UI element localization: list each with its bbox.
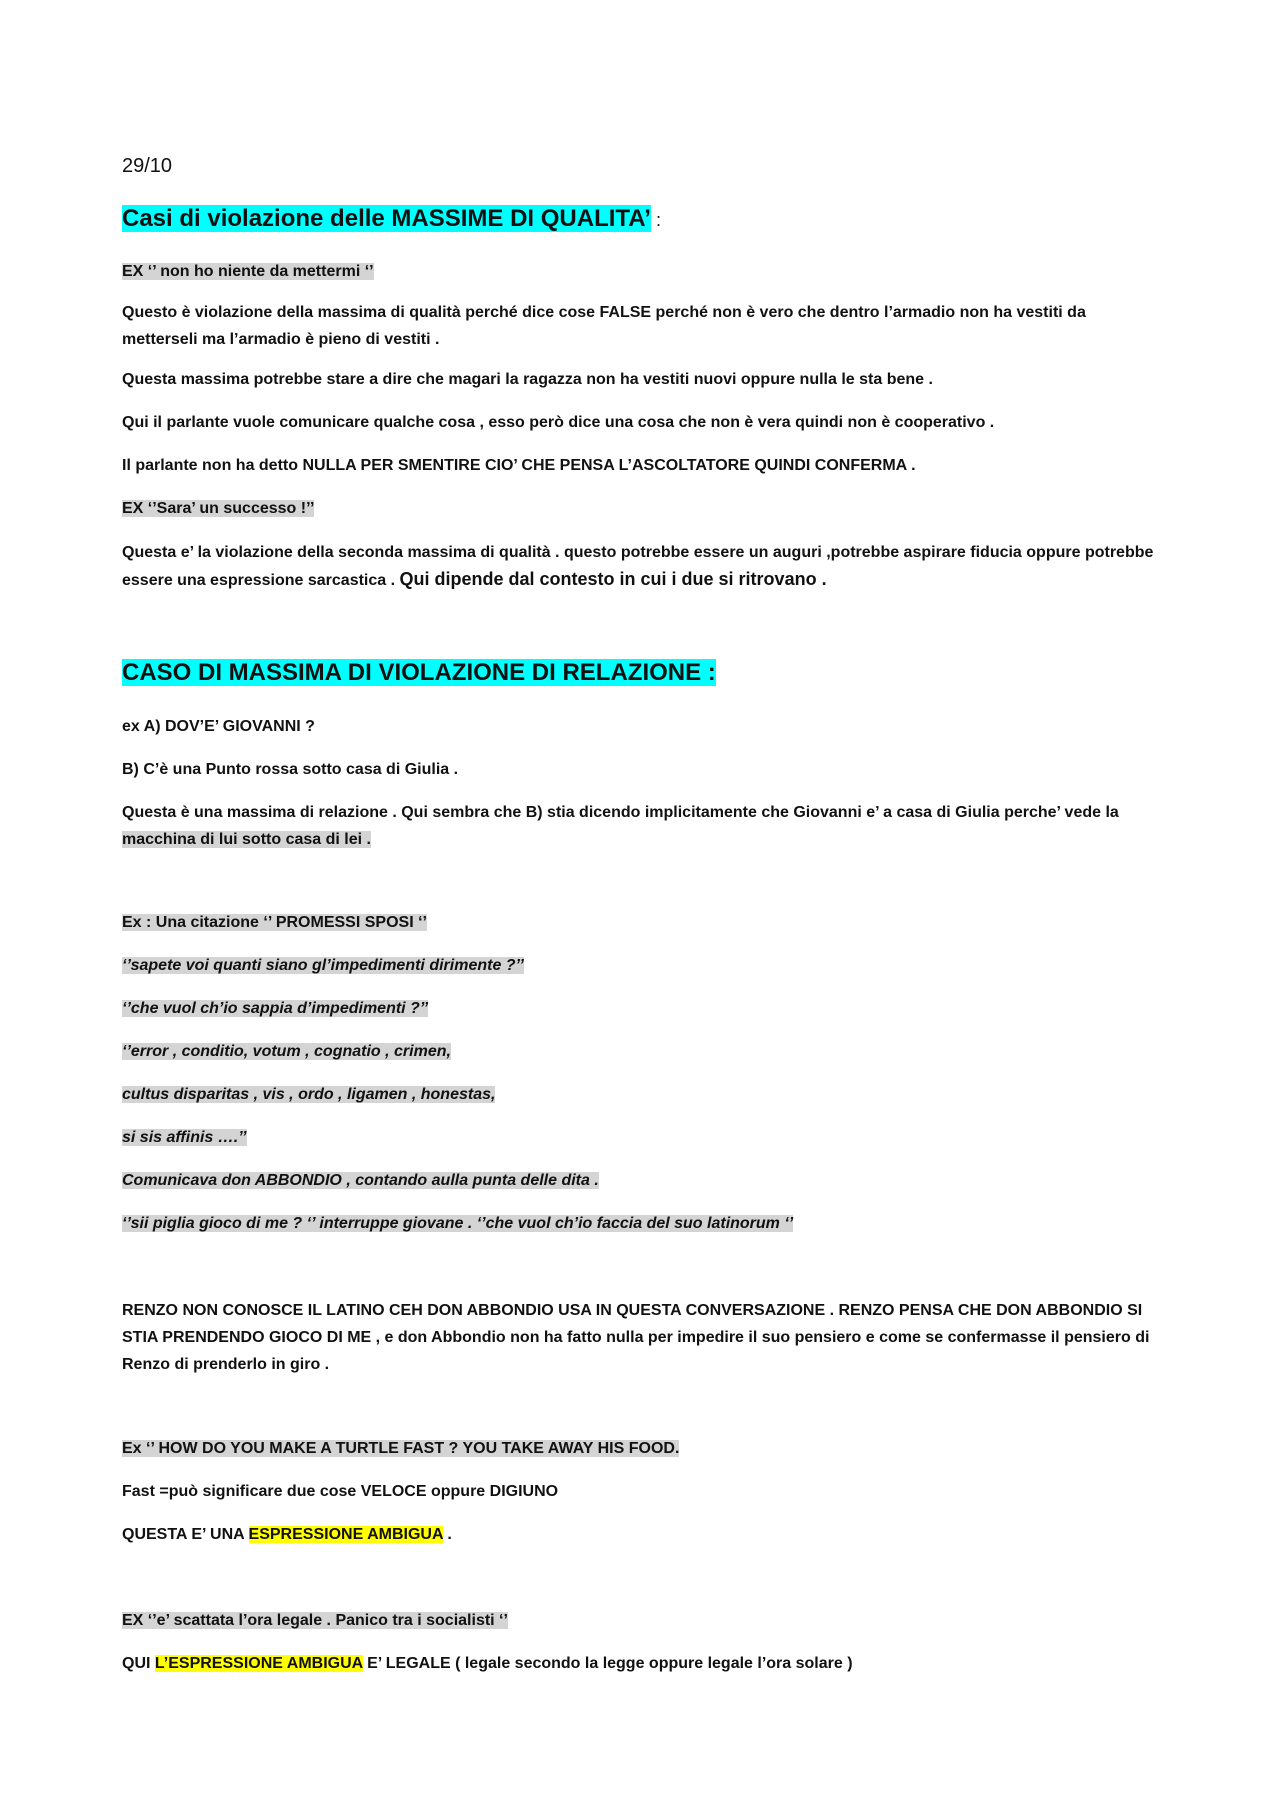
paragraph-renzo: RENZO NON CONOSCE IL LATINO CEH DON ABBONDIO USA IN QUESTA CONVERSAZIONE . RENZO PENSA CHE DON ABBONDIO SI STIA PRENDENDO GIOCO DI ME , e don Abbondio non ha fatto nulla per impedire il suo pensiero e come se confermasse il pensiero di Renzo di prenderlo in giro . — [122, 1302, 1150, 1373]
quote-line — [122, 995, 1162, 1022]
paragraph: Qui il parlante vuole comunicare qualche cosa , esso però dice una cosa che non è vera quindi non è cooperativo . — [122, 414, 995, 431]
quote-text: ‘’sii piglia gioco di me ? ‘’ interruppe giovane . ‘’che vuol ch’io faccia del suo latinorum ‘’ — [122, 1215, 794, 1232]
quote-text: ‘’che vuol ch’io sappia d’impedimenti ?’’ — [122, 1000, 429, 1017]
highlighted-text: L’ESPRESSIONE AMBIGUA — [154, 1655, 363, 1672]
quote-text: ‘’error , conditio, votum , cognatio , crimen, — [122, 1043, 451, 1060]
example-text: Ex ‘’ HOW DO YOU MAKE A TURTLE FAST ? YOU TAKE AWAY HIS FOOD. — [122, 1440, 680, 1457]
paragraph-emphasis: Qui dipende dal contesto in cui i due si ritrovano . — [399, 569, 827, 589]
paragraph: Questa massima potrebbe stare a dire che magari la ragazza non ha vestiti nuovi oppure nulla le sta bene . — [122, 371, 933, 388]
example-legale — [122, 1607, 1162, 1634]
dialog-b: B) C’è una Punto rossa sotto casa di Giulia . — [122, 761, 459, 778]
paragraph-text: . — [442, 1526, 452, 1543]
quote-line — [122, 1038, 1162, 1065]
quote-text: ‘’sapete voi quanti siano gl’impedimenti dirimente ?’’ — [122, 957, 524, 974]
quote-line — [122, 1124, 1162, 1151]
quote-text: cultus disparitas , vis , ordo , ligamen , honestas, — [122, 1086, 496, 1103]
paragraph: Fast =può significare due cose VELOCE oppure DIGIUNO — [122, 1483, 559, 1500]
quote-line — [122, 1167, 1162, 1194]
paragraph-text: QUI — [122, 1655, 155, 1672]
dialog-a: ex A) DOV’E’ GIOVANNI ? — [122, 718, 315, 735]
paragraph — [122, 539, 1162, 594]
paragraph: Il parlante non ha detto NULLA PER SMENTIRE CIO’ CHE PENSA L’ASCOLTATORE QUINDI CONFERMA . — [122, 457, 916, 474]
quote-text: si sis affinis ….’’ — [122, 1129, 247, 1146]
heading-suffix: : — [650, 210, 661, 230]
heading-text: CASO DI MASSIMA DI VIOLAZIONE DI RELAZIONE : — [122, 659, 716, 686]
paragraph — [122, 1521, 1162, 1548]
highlighted-text: macchina di lui sotto casa di lei . — [122, 831, 371, 848]
example-text: EX ‘’Sara’ un successo !’’ — [122, 500, 315, 517]
paragraph — [122, 1650, 1162, 1677]
quote-line — [122, 1210, 1162, 1237]
example-text: EX ‘’e’ scattata l’ora legale . Panico tra i socialisti ‘’ — [122, 1612, 508, 1629]
example-2 — [122, 495, 1162, 522]
example-text: EX ‘’ non ho niente da mettermi ‘’ — [122, 263, 374, 280]
section-heading-relazione — [122, 659, 1162, 689]
example-1 — [122, 258, 1162, 285]
paragraph-text: Questa e’ la violazione della seconda massima di qualità . questo potrebbe essere un auguri ,potrebbe aspirare fiducia oppure potrebbe essere una espressione sarcastica . — [122, 544, 1154, 589]
paragraph-text: QUESTA E’ UNA — [122, 1526, 249, 1543]
section-heading-qualita — [122, 205, 1162, 235]
quote-line — [122, 952, 1162, 979]
example-text: Ex : Una citazione ‘’ PROMESSI SPOSI ‘’ — [122, 914, 427, 931]
quote-line — [122, 1081, 1162, 1108]
heading-text: Casi di violazione delle MASSIME DI QUALITA’ — [122, 205, 651, 232]
paragraph-text: Questa è una massima di relazione . Qui sembra che B) stia dicendo implicitamente che Giovanni e’ a casa di Giulia perche’ vede la — [122, 804, 1119, 821]
highlighted-text: ESPRESSIONE AMBIGUA — [248, 1526, 443, 1543]
paragraph — [122, 799, 1162, 853]
paragraph-text: E’ LEGALE ( legale secondo la legge oppure legale l’ora solare ) — [362, 1655, 853, 1672]
paragraph: Questo è violazione della massima di qualità perché dice cose FALSE perché non è vero che dentro l’armadio non ha vestiti da metterseli ma l’armadio è pieno di vestiti . — [122, 304, 1086, 348]
example-citation — [122, 909, 1162, 936]
date-label: 29/10 — [122, 155, 173, 177]
quote-text: Comunicava don ABBONDIO , contando aulla punta delle dita . — [122, 1172, 599, 1189]
example-turtle — [122, 1435, 1162, 1462]
